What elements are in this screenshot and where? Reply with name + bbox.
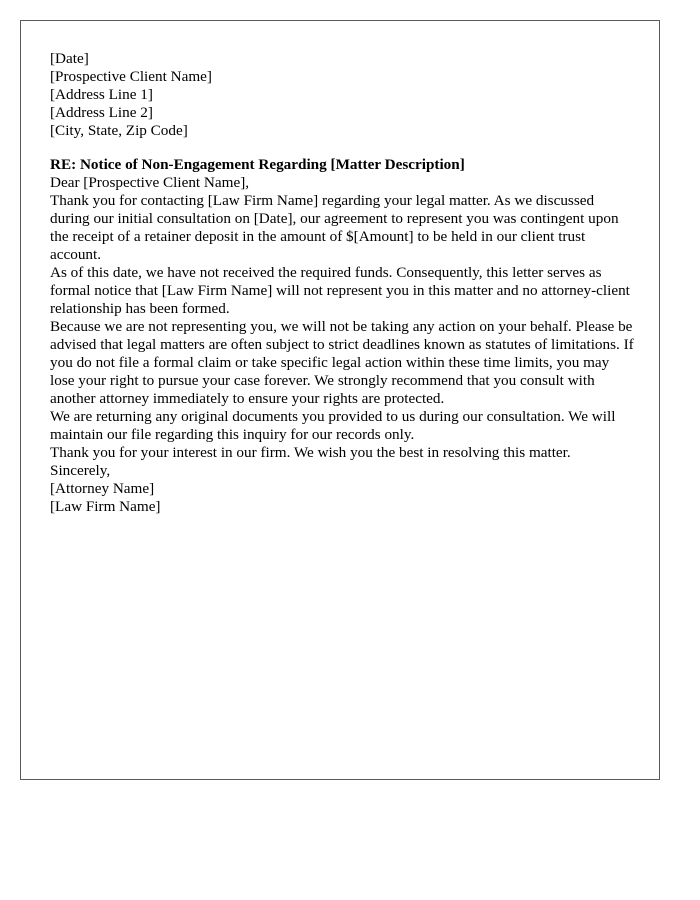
body-paragraph-3: Because we are not representing you, we will not be taking any action on your behalf. Please be advised that legal matters are often subject to strict deadlines known as statutes of limitations. If you do not file a formal claim or take specific legal action within these time limits, you may lose your right to pursue your case forever. We strongly recommend that you consult with another attorney immediately to ensure your rights are protected. [50,318,634,407]
letter-date: [Date] [50,50,89,67]
body-paragraph-4: We are returning any original documents you provided to us during our consultation. We will maintain our file regarding this inquiry for our records only. [50,408,616,443]
salutation: Dear [Prospective Client Name], [50,174,250,191]
recipient-address-line-2: [Address Line 2] [50,104,153,121]
closing: Sincerely, [50,462,111,479]
letter-page [20,20,660,780]
subject-line: RE: Notice of Non-Engagement Regarding [Matter Description] [50,156,465,173]
recipient-city-state-zip: [City, State, Zip Code] [50,122,188,139]
recipient-address [50,68,635,140]
firm-name: [Law Firm Name] [50,498,161,515]
recipient-address-line-1: [Address Line 1] [50,86,153,103]
signature-block [50,480,635,516]
body-paragraph-2: As of this date, we have not received the required funds. Consequently, this letter serves as formal notice that [Law Firm Name] will not represent you in this matter and no attorney-client relationship has been formed. [50,264,630,317]
body-paragraph-1: Thank you for contacting [Law Firm Name] regarding your legal matter. As we discussed during our initial consultation on [Date], our agreement to represent you was contingent upon the receipt of a retainer deposit in the amount of $[Amount] to be held in our client trust account. [50,192,619,263]
letter-body [50,50,635,516]
body-paragraph-5: Thank you for your interest in our firm. We wish you the best in resolving this matter. [50,444,571,461]
recipient-name: [Prospective Client Name] [50,68,212,85]
attorney-name: [Attorney Name] [50,480,155,497]
